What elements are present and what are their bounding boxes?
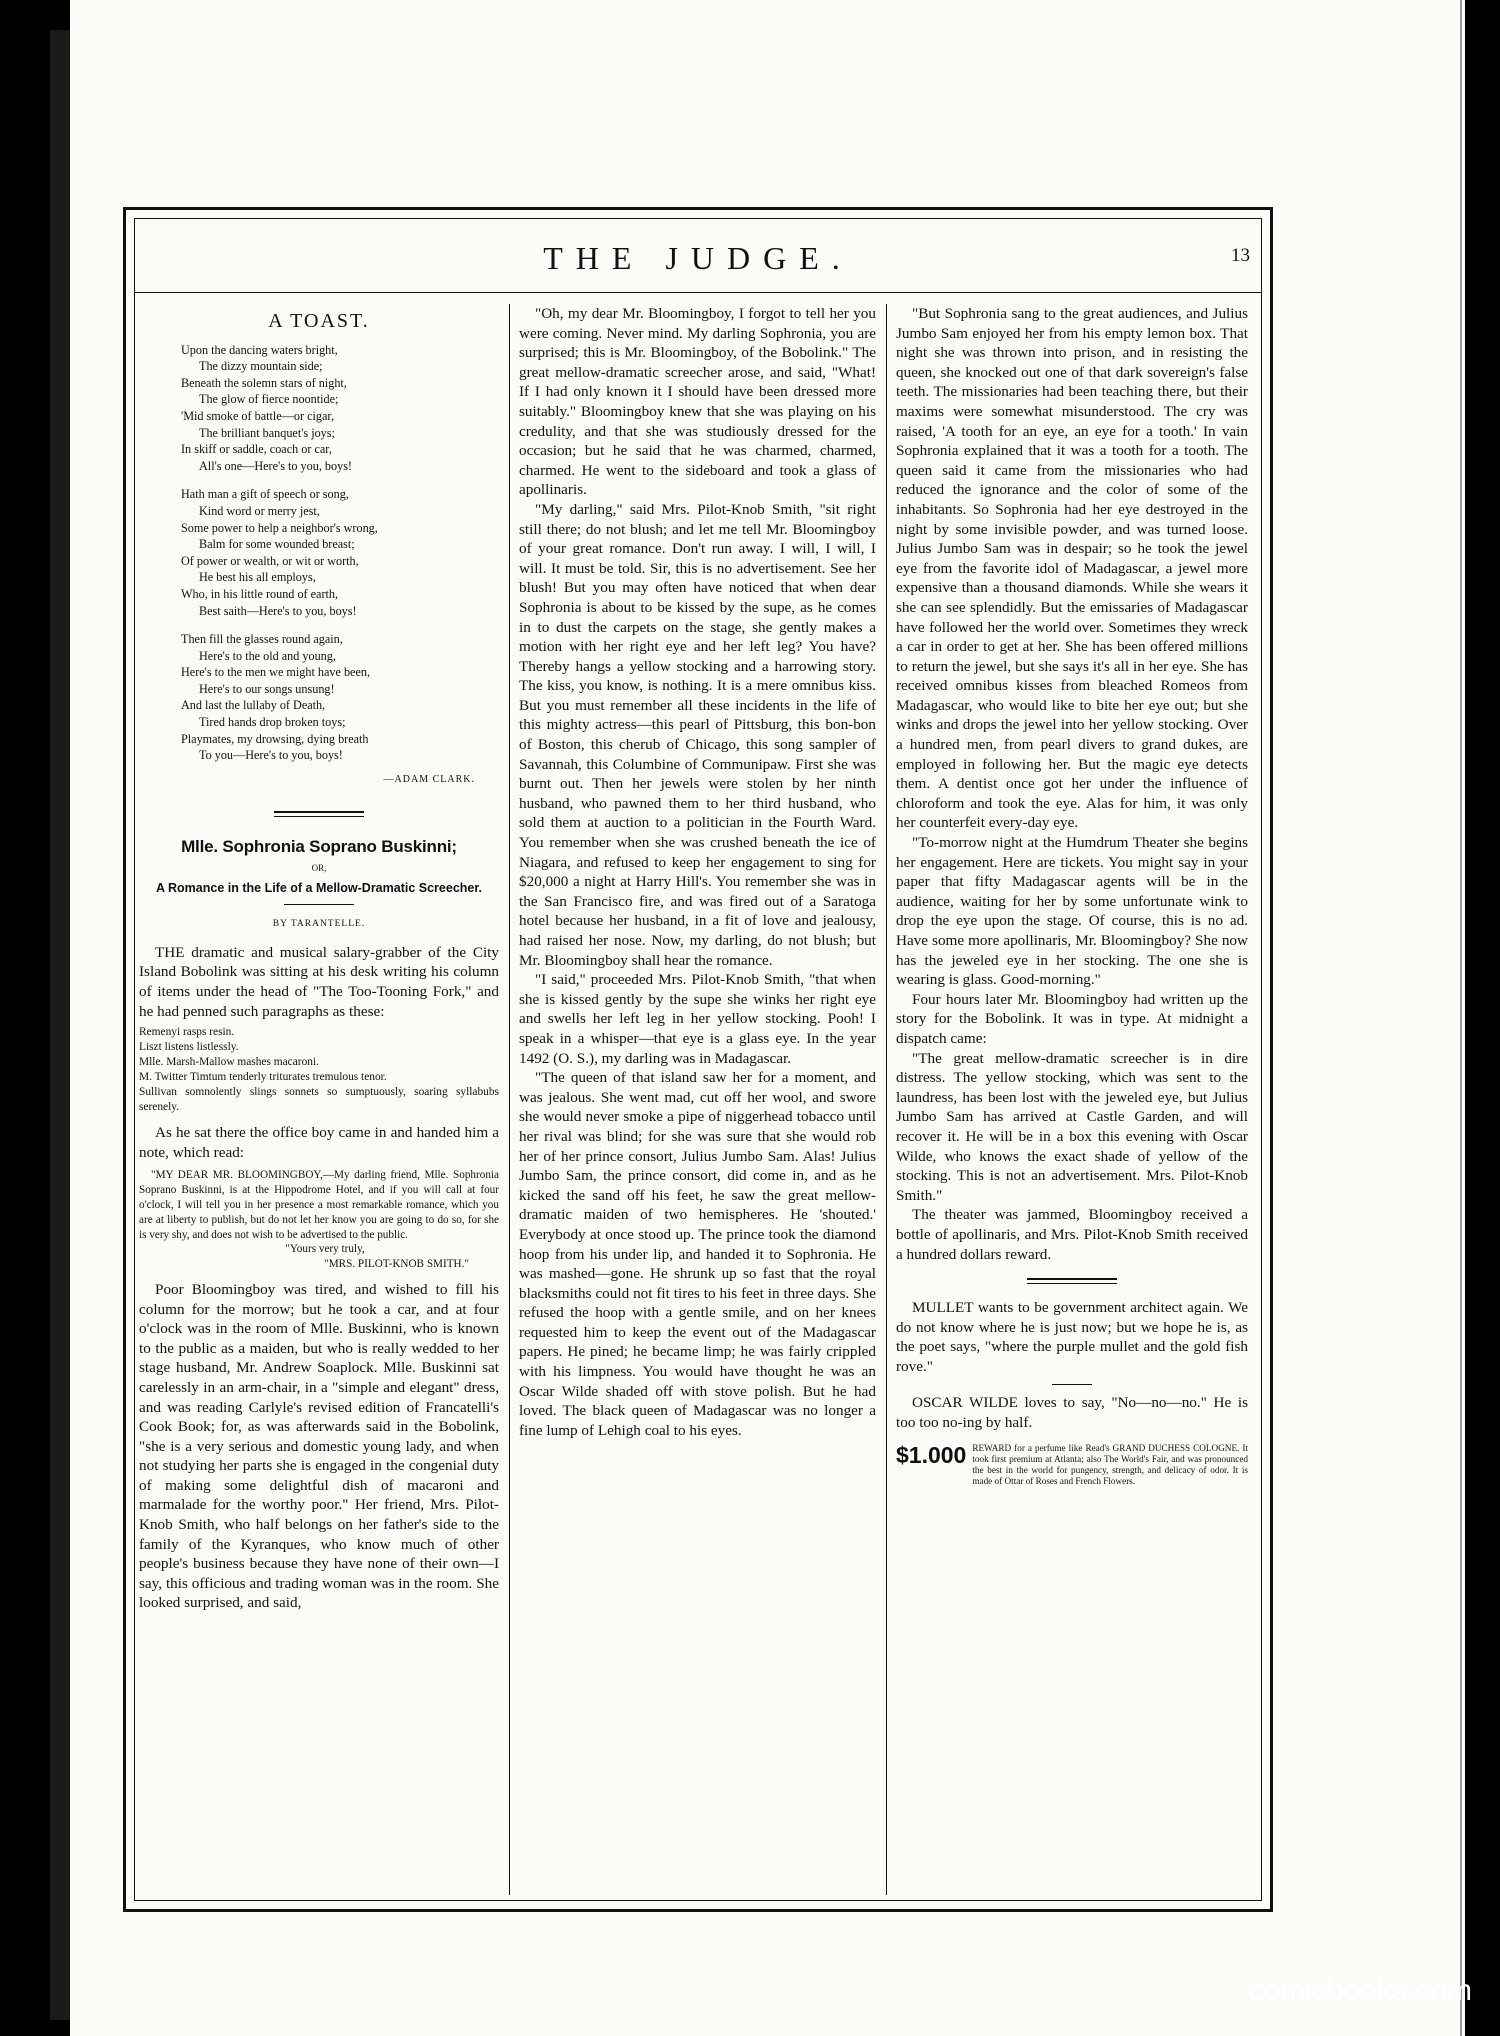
column-3: [896, 304, 1248, 1895]
letter-signature: "MRS. PILOT-KNOB SMITH.": [324, 1258, 469, 1271]
article-paragraph: "My darling," said Mrs. Pilot-Knob Smith, "sit right still there; do not blush; and let me tell Mr. Bloomingboy of your great romance. Don't run away. I will, I will, I will. It must be told. Sir, this is no advertisement. See her blush! But you may often have noticed that when dear Sophronia is about to be kissed by the supe, as he comes in to dust the carpets on the stage, she gently makes a motion with her right eye and her left leg? You have? Thereby hangs a yellow stocking and a harrowing story. The kiss, you know, is nothing. It is a mere omnibus kiss. But you must remember all these incidents in the life of this mighty actress—this pearl of Pittsburg, this bon-bon of Boston, this cherub of Chicago, this song sampler of Savannah, this Columbine of Communipaw. First she was burnt out. Then her jewels were stolen by her ninth husband, who pawned them to her third husband, who sold them at auction to a politician in the Fourth Ward. You remember when she was crushed beneath the ice of Niagara, and refused to keep her engagement to sing for $20,000 a night at Harry Hill's. You remember she was in the San Francisco fire, and was fired out of a Saratoga hotel because her husband, in a fit of love and jealousy, had raised her nose. Now, my darling, do not blush; but Mr. Bloomingboy shall hear the romance.: [519, 500, 876, 969]
poem-line: Then fill the glasses round again,: [181, 632, 343, 647]
poem-line: He best his all employs,: [199, 570, 316, 585]
poem-line: Some power to help a neighbor's wrong,: [181, 520, 378, 535]
article-subtitle: A Romance in the Life of a Mellow-Dramatic Screecher.: [155, 880, 483, 895]
poem-line: Best saith—Here's to you, boys!: [199, 603, 357, 618]
ad-text: REWARD for a perfume like Read's GRAND DUCHESS COLOGNE. It took first premium at Atlanta; also The World's Fair, and was pronounced the best in the world for pungency, strength, and delicacy of odor. It is made of Ottar of Roses and French Flowers.: [972, 1442, 1248, 1486]
list-item: Mlle. Marsh-Mallow mashes macaroni.: [139, 1056, 319, 1069]
article-paragraph: "The great mellow-dramatic screecher is in dire distress. The yellow stocking, which was sent to the laundress, has been lost with the jeweled eye, but Julius Jumbo Sam has arrived at Castle Garden, and will recover it. He will be in a box this evening with Oscar Wilde, who knows the exact shade of yellow of the stocking. This is not an advertisement. Mrs. Pilot-Knob Smith.": [896, 1049, 1248, 1204]
letter-close: "Yours very truly,: [285, 1243, 365, 1256]
poem-body: [139, 342, 499, 764]
poem-line: Kind word or merry jest,: [199, 503, 320, 518]
article-paragraph: As he sat there the office boy came in and handed him a note, which read:: [139, 1124, 499, 1161]
column-rule: [886, 304, 887, 1895]
poem-line: Here's to the old and young,: [199, 648, 336, 663]
poem-line: Hath man a gift of speech or song,: [181, 487, 349, 502]
poem-line: In skiff or saddle, coach or car,: [181, 442, 332, 457]
poem-line: The glow of fierce noontide;: [199, 392, 339, 407]
page-edge-line: [1460, 0, 1462, 2036]
squib-mullet: MULLET wants to be government architect again. We do not know where he is just now; but we hope he is, as the poet says, "where the purple mullet and the gold fish rove.": [896, 1299, 1248, 1375]
section-divider: [274, 811, 364, 817]
poem-line: Here's to our songs unsung!: [199, 681, 335, 696]
poem-line: Here's to the men we might have been,: [181, 665, 371, 680]
advertisement: [896, 1443, 1248, 1487]
letter-body: "MY DEAR MR. BLOOMINGBOY,—My darling friend, Mlle. Sophronia Soprano Buskinni, is at the Hippodrome Hotel, and if you will call at four o'clock, I will tell you in her presence a most remarkable romance, which you are at liberty to publish, but do not let her know you are going to do so, for she is very shy, and does not wish to be advertised to the public.: [139, 1169, 499, 1241]
poem-line: Of power or wealth, or wit or worth,: [181, 553, 359, 568]
article-paragraph: THE dramatic and musical salary-grabber of the City Island Bobolink was sitting at his desk writing his column of items under the head of "The Too-Tooning Fork," and he had penned such paragraphs as these:: [139, 943, 499, 1020]
article-title: Mlle. Sophronia Soprano Buskinni;: [181, 837, 457, 857]
byline-rule: [284, 904, 354, 905]
page-number: 13: [1231, 245, 1250, 266]
poem-stanza: [181, 486, 499, 619]
article-paragraph: "To-morrow night at the Humdrum Theater she begins her engagement. Here are tickets. You might say in your paper that fifty Madagascar agents will be in the audience, waiting for her by some unfortunate wink to drop the eye upon the stage. Of course, this is no ad. Have some more apollinaris, Mr. Bloomingboy? She now has the jeweled eye in her stocking. The one she is wearing is glass. Good-morning.": [896, 834, 1248, 989]
article-byline: BY TARANTELLE.: [272, 919, 366, 930]
article-paragraph: Poor Bloomingboy was tired, and wished to fill his column for the morrow; but he took a car, and at four o'clock was in the room of Mlle. Buskinni, who is known to the public as a maiden, but who is really wedded to her stage husband, Mr. Andrew Soaplock. Mlle. Buskinni sat carelessly in an arm-chair, in a "simple and elegant" dress, and was reading Carlyle's revised edition of Francatelli's Cook Book; for, as was afterwards said in the Bobolink, "she is a very serious and domestic young lady, and when not studying her parts she is engaged in the congenial duty of making some delightful dish of macaroni and marmalade for the worthy poor." Her friend, Mrs. Pilot-Knob Smith, who half belongs on her father's side to the family of the Kyranques, who know much of other people's business because they have none of their own—I say, this officious and trading woman was in the room. She looked surprised, and said,: [139, 1280, 499, 1612]
article-paragraph: "I said," proceeded Mrs. Pilot-Knob Smith, "that when she is kissed gently by the supe she winks her right eye and swells her left leg in her yellow stocking. Pooh! I speak in a whisper—that eye is a glass eye. In the year 1492 (O. S.), my darling was in Madagascar.: [519, 971, 876, 1067]
poem-line: Beneath the solemn stars of night,: [181, 375, 347, 390]
list-item: M. Twitter Timtum tenderly triturates tremulous tenor.: [139, 1071, 387, 1084]
article-paragraph: "Oh, my dear Mr. Bloomingboy, I forgot to tell her you were coming. Never mind. My darling Sophronia, you are surprised; this is Mr. Bloomingboy, of the Bobolink." The great mellow-dramatic screecher arose, and said, "What! If I had only known it I should have been dressed more suitably." Bloomingboy knew that she was playing on his credulity, and that she was studiously dressed for the occasion; but he said that he was charmed, charmed, charmed. He went to the sideboard and took a glass of apollinaris.: [519, 305, 876, 499]
article-or: OR,: [311, 863, 327, 874]
page-frame: [123, 207, 1273, 1912]
squib-wilde: OSCAR WILDE loves to say, "No—no—no." He is too too no-ing by half.: [896, 1394, 1248, 1432]
column-1: [139, 304, 499, 1895]
article-paragraph: "The queen of that island saw her for a moment, and was jealous. She went mad, cut off her wool, and swore she would never smoke a pipe of niggerhead tobacco until her rival was blind; for she was sure that she would rob her of her prince consort, Julius Jumbo Sam. Alas! Julius Jumbo Sam, the prince consort, did come in, and as he kicked the sand off his feet, he saw the great mellow-dramatic maiden of two hemispheres. He 'shouted.' Everybody at once stood up. The prince took the diamond hoop from his under lip, and handed it to Sophronia. He was mashed—gone. He shrunk up so fast that the royal blacksmiths could not fit tires to his feet in three days. She refused the hoop with a gentle smile, and on her knees requested him to keep the event out of the Madagascar papers. He pined; he became limp; he was fairly crippled with his limpness. You would have thought he was an Oscar Wilde shaded off with stove polish. But he had loved. The black queen of Madagascar was no longer a fine lump of Lehigh coal to his eyes.: [519, 1069, 876, 1439]
list-item: Remenyi rasps resin.: [139, 1026, 235, 1039]
section-divider: [1027, 1278, 1117, 1284]
watermark: comicbooks.com: [1248, 1974, 1472, 2007]
masthead-rule: [134, 292, 1262, 293]
poem-line: All's one—Here's to you, boys!: [199, 458, 352, 473]
item-list: [139, 1025, 499, 1115]
article-paragraph: "But Sophronia sang to the great audiences, and Julius Jumbo Sam enjoyed her from his empty lemon box. That night she was thrown into prison, and in resisting the queen, she knocked out one of that dark sovereign's false teeth. The missionaries had been teaching there, but their maxims were somewhat misunderstood. The cry was raised, 'A tooth for an eye, an eye for a tooth.' In vain Sophronia explained that it was a tooth for a tooth. The queen said it came from the missionaries who had reduced the ignorance and the color of some of the inhabitants. So Sophronia had her eye destroyed in the night by some invisible powder, and was turned loose. Julius Jumbo Sam was in despair; so he took the jewel eye from the favorite idol of Madagascar, a jewel more expensive than a thousand diamonds. While she wears it she can see splendidly. But the emissaries of Madagascar have followed her the world over. Sometimes they wreck a car in order to get at her. She has been offered millions to return the jewel, but she says it's all in her eye. She has received omnibus kisses from bleached Romeos from Madagascar, who would like to bite her eye out; but she winks and drops the jewel into her yellow stocking. Over a hundred men, from pearl divers to grand dukes, are employed in following her. But the magic eye detects them. A dentist once got her under the influence of chloroform and took the eye. Alas for him, it was only her counterfeit every-day eye.: [896, 305, 1248, 832]
poem-line: Balm for some wounded breast;: [199, 537, 355, 552]
poem-line: 'Mid smoke of battle—or cigar,: [181, 408, 334, 423]
poem-line: Tired hands drop broken toys;: [199, 715, 346, 730]
poem-line: To you—Here's to you, boys!: [199, 748, 343, 763]
poem-line: The dizzy mountain side;: [199, 359, 323, 374]
poem-line: Who, in his little round of earth,: [181, 586, 339, 601]
column-2: [519, 304, 876, 1895]
letter-block: [139, 1168, 499, 1272]
masthead: THE JUDGE.: [543, 240, 853, 276]
squib-rule: [1052, 1384, 1092, 1385]
ad-amount: $1.000: [896, 1441, 967, 1468]
list-item: Sullivan somnolently slings sonnets so sumptuously, soaring syllabubs serenely.: [139, 1086, 499, 1114]
column-rule: [509, 304, 510, 1895]
poem-line: And last the lullaby of Death,: [181, 698, 326, 713]
poem-stanza: [181, 631, 499, 764]
poem-stanza: [181, 342, 499, 475]
poem-title: A TOAST.: [268, 310, 370, 332]
poem-line: The brilliant banquet's joys;: [199, 425, 335, 440]
poem-author: —ADAM CLARK.: [383, 773, 475, 785]
poem-line: Upon the dancing waters bright,: [181, 342, 338, 357]
list-item: Liszt listens listlessly.: [139, 1041, 239, 1054]
poem-line: Playmates, my drowsing, dying breath: [181, 731, 369, 746]
article-paragraph: Four hours later Mr. Bloomingboy had written up the story for the Bobolink. It was in type. At midnight a dispatch came:: [896, 990, 1248, 1047]
article-paragraph: The theater was jammed, Bloomingboy received a bottle of apollinaris, and Mrs. Pilot-Knob Smith received a hundred dollars reward.: [896, 1206, 1248, 1263]
